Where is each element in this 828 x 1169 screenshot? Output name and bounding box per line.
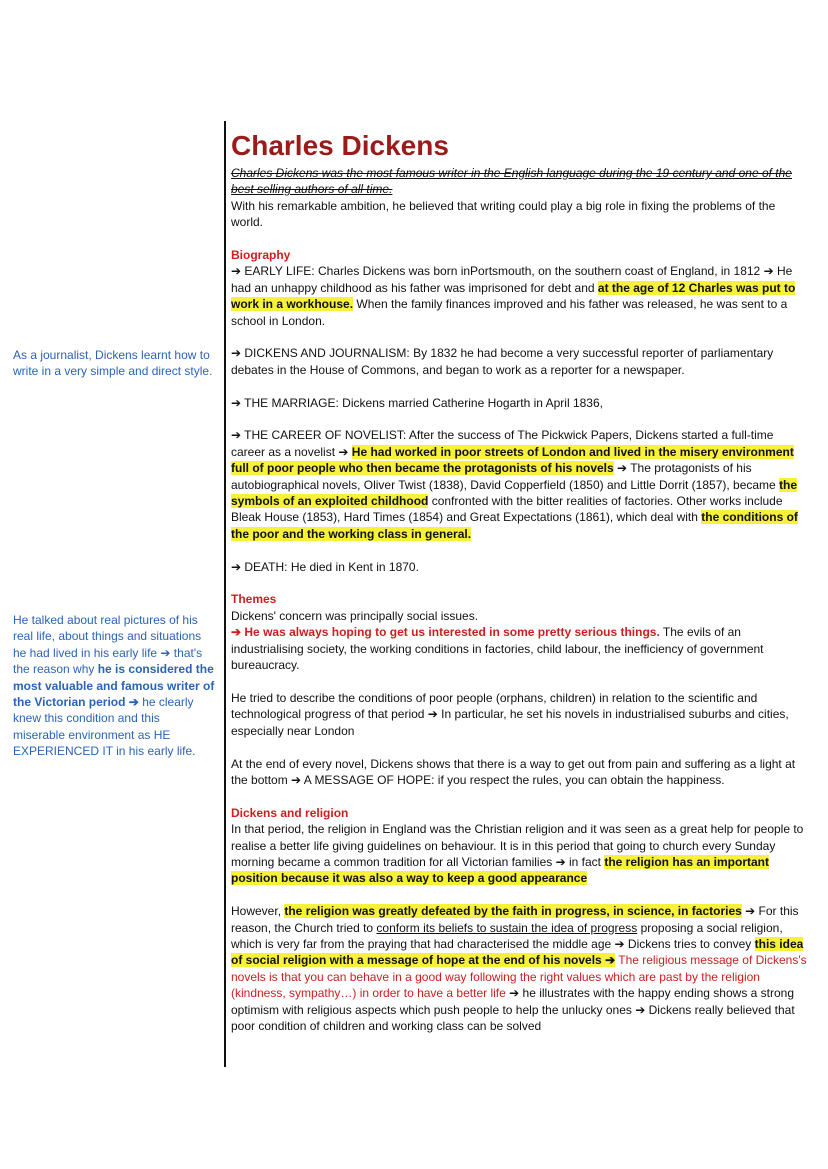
themes-line1: Dickens' concern was principally social issues. — [231, 608, 479, 623]
themes-heading: Themes — [231, 592, 277, 607]
margin-note-real-life: He talked about real pictures of his real life, about things and situations he had lived in his early life ➔ that's the reason why he is considered the most valuable and famous writer of the Victorian period ➔ he clearly knew this condition and this miserable environment as HE EXPERIENCED IT in his early life. — [13, 613, 215, 759]
vertical-divider — [224, 121, 226, 1067]
early-life-paragraph: ➔ EARLY LIFE: Charles Dickens was born inPortsmouth, on the southern coast of England, in 1812 ➔ He had an unhappy childhood as his father was imprisoned for debt and at the age of 12 Charles was put to work in a workhouse. When the family finances improved and his father was released, he was sent to a school in London. — [231, 264, 796, 328]
religion-paragraph-2: However, the religion was greatly defeated by the faith in progress, in science, in factories ➔ For this reason, the Church tried to conform its beliefs to sustain the idea of progress proposing a social religion, which is very far from the praying that had characterised the middle age ➔ Dickens tries to convey this idea of social religion with a message of hope at the end of his novels ➔ The religious message of Dickens's novels is that you can behave in a good way following the right values which are past by the religion (kindness, sympathy…) in order to have a better life ➔ he illustrates with the happy ending shows a strong optimism with religious aspects which push people to help the unlucky ones ➔ Dickens really believed that poor condition of children and working class can be solved — [231, 904, 807, 1033]
intro-strikethrough: Charles Dickens was the most famous writer in the English language during the 19 century and one of the best selling authors of all time. — [231, 166, 792, 197]
religion-paragraph-1: In that period, the religion in England was the Christian religion and it was seen as a great help for people to realise a better life giving guidelines on behaviour. It is in this period that going to church every Sunday morning became a common tradition for all Victorian families ➔ in fact the religion has an important position because it was also a way to keep a good appearance — [231, 822, 804, 886]
biography-heading: Biography — [231, 248, 291, 263]
themes-paragraph-1: ➔ He was always hoping to get us interested in some pretty serious things. The evils of an industrialising society, the working conditions in factories, child labour, the inefficiency of government bureaucracy. — [231, 625, 764, 673]
themes-paragraph-2: He tried to describe the conditions of poor people (orphans, children) in relation to the scientific and technological progress of that period ➔ In particular, he set his novels in industrialised suburbs and cities, especially near London — [231, 690, 789, 738]
margin-note-journalism: As a journalist, Dickens learnt how to write in a very simple and direct style. — [13, 348, 213, 379]
page-title: Charles Dickens — [231, 130, 449, 161]
intro-text: With his remarkable ambition, he believed that writing could play a big role in fixing the problems of the world. — [231, 198, 776, 230]
religion-heading: Dickens and religion — [231, 805, 349, 820]
death-paragraph: ➔ DEATH: He died in Kent in 1870. — [231, 559, 419, 574]
career-paragraph: ➔ THE CAREER OF NOVELIST: After the success of The Pickwick Papers, Dickens started a full-time career as a novelist ➔ He had worked in poor streets of London and lived in the misery environment full of poor people who then became the protagonists of his novels ➔ The protagonists of his autobiographical novels, Oliver Twist (1838), David Copperfield (1850) and Little Dorrit (1857), became the symbols of an exploited childhood confronted with the bitter realities of factories. Other works include Bleak House (1853), Hard Times (1854) and Great Expectations (1861), which deal with the conditions of the poor and the working class in general. — [231, 428, 798, 541]
marriage-paragraph: ➔ THE MARRIAGE: Dickens married Catherine Hogarth in April 1836, — [231, 395, 603, 410]
themes-paragraph-3: At the end of every novel, Dickens shows that there is a way to get out from pain and suffering as a light at the bottom ➔ A MESSAGE OF HOPE: if you respect the rules, you can obtain the happiness. — [231, 756, 796, 787]
main-content — [231, 129, 809, 1034]
journalism-paragraph: ➔ DICKENS AND JOURNALISM: By 1832 he had become a very successful reporter of parliamentary debates in the House of Commons, and began to work as a reporter for a newspaper. — [231, 346, 774, 377]
